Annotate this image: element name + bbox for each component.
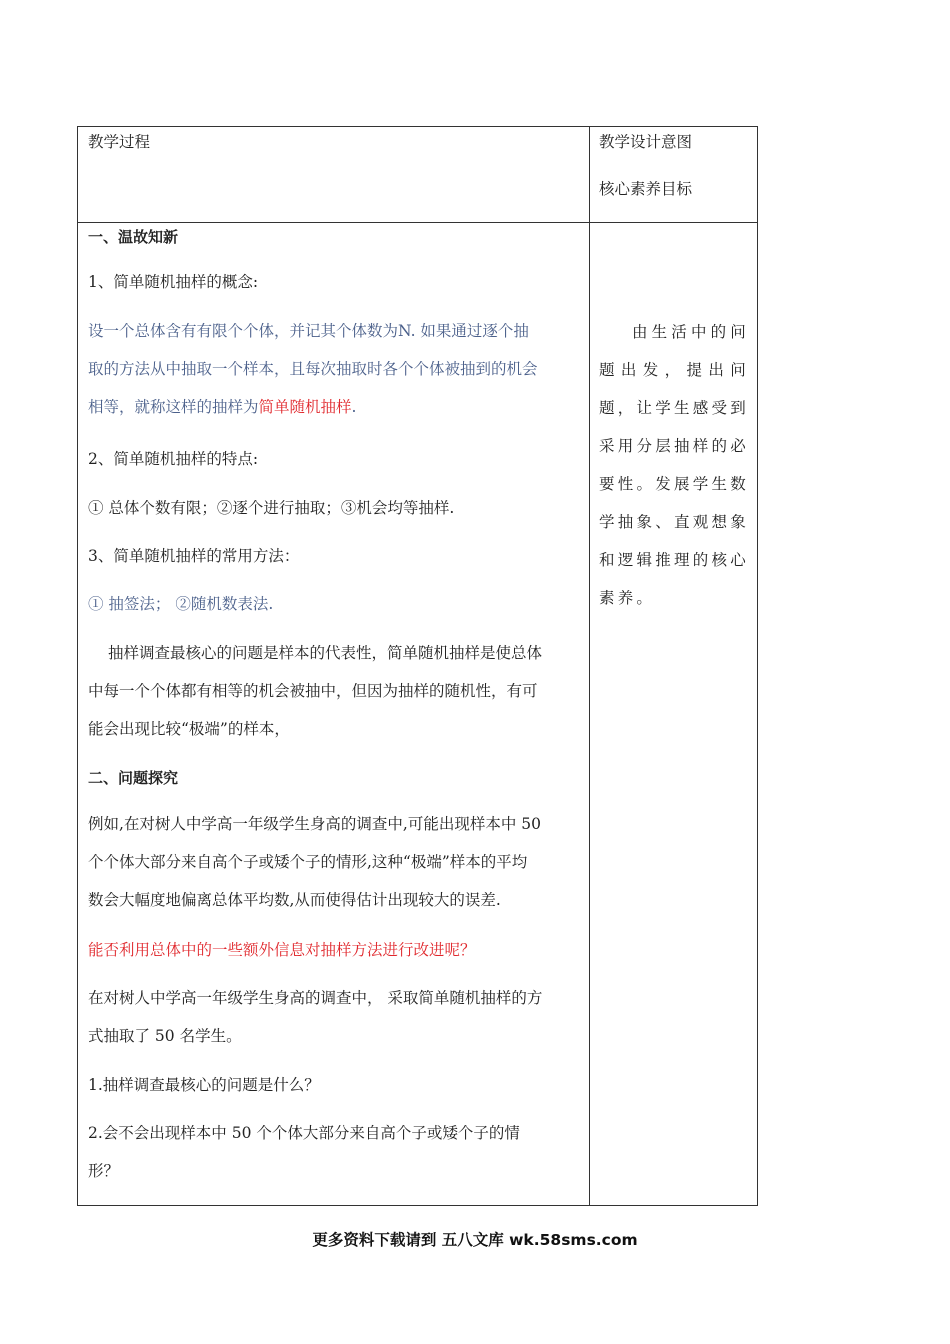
example-line3: 数会大幅度地偏离总体平均数,从而使得估计出现较大的误差. — [88, 891, 501, 909]
paragraph-line1: 抽样调查最核心的问题是样本的代表性，简单随机抽样是使总体 — [108, 644, 543, 662]
definition-line3-suffix: . — [351, 398, 357, 416]
item2-body: ① 总体个数有限；②逐个进行抽取；③机会均等抽样. — [88, 499, 455, 517]
survey-line1: 在对树人中学高一年级学生身高的调查中， 采取简单随机抽样的方 — [88, 989, 543, 1007]
survey-line2: 式抽取了 50 名学生。 — [88, 1027, 242, 1045]
item3-title: 3、简单随机抽样的常用方法： — [88, 547, 300, 565]
definition-line2: 取的方法从中抽取一个样本，且每次抽取时各个个体被抽到的机会 — [88, 360, 538, 378]
item2-title: 2、简单随机抽样的特点: — [88, 450, 259, 468]
question-2-line2: 形？ — [88, 1162, 120, 1180]
example-line2: 个个体大部分来自高个子或矮个子的情形,这种“极端”样本的平均 — [88, 853, 528, 871]
example-line1: 例如,在对树人中学高一年级学生身高的调查中,可能出现样本中 50 — [88, 815, 542, 833]
design-intent-text — [599, 313, 749, 617]
paragraph-line3: 能会出现比较“极端”的样本， — [88, 720, 290, 738]
question-2-line1: 2.会不会出现样本中 50 个个体大部分来自高个子或矮个子的情 — [88, 1124, 520, 1142]
key-term: 简单随机抽样 — [258, 398, 352, 416]
question-1: 1.抽样调查最核心的问题是什么？ — [88, 1076, 320, 1094]
key-question: 能否利用总体中的一些额外信息对抽样方法进行改进呢？ — [88, 941, 476, 959]
definition-line3-prefix: 相等，就称这样的抽样为 — [88, 398, 259, 416]
section2-heading: 二、问题探究 — [88, 769, 179, 787]
item1-title: 1、简单随机抽样的概念: — [88, 273, 259, 291]
header-core-literacy: 核心素养目标 — [599, 180, 693, 198]
header-design-intent — [599, 130, 692, 224]
design-intent-body: 由生活中的问题出发，提出问题，让学生感受到采用分层抽样的必要性。发展学生数学抽象、直观想象和逻辑推理的核心素养。 — [599, 323, 749, 607]
section1-heading: 一、温故知新 — [88, 228, 179, 246]
definition-line3 — [88, 388, 574, 426]
header-design-intent-line1: 教学设计意图 — [599, 133, 693, 151]
definition-line1: 设一个总体含有有限个个体，并记其个体数为N. 如果通过逐个抽 — [88, 322, 529, 340]
lesson-table — [77, 126, 758, 1206]
column-divider — [589, 127, 590, 1205]
footer-download-link[interactable]: 更多资料下载请到 五八文库 wk.58sms.com — [312, 1231, 638, 1249]
paragraph-line2: 中每一个个体都有相等的机会被抽中，但因为抽样的随机性，有可 — [88, 682, 538, 700]
item3-body: ① 抽签法； ②随机数表法. — [88, 595, 274, 613]
header-teaching-process: 教学过程 — [88, 133, 151, 151]
